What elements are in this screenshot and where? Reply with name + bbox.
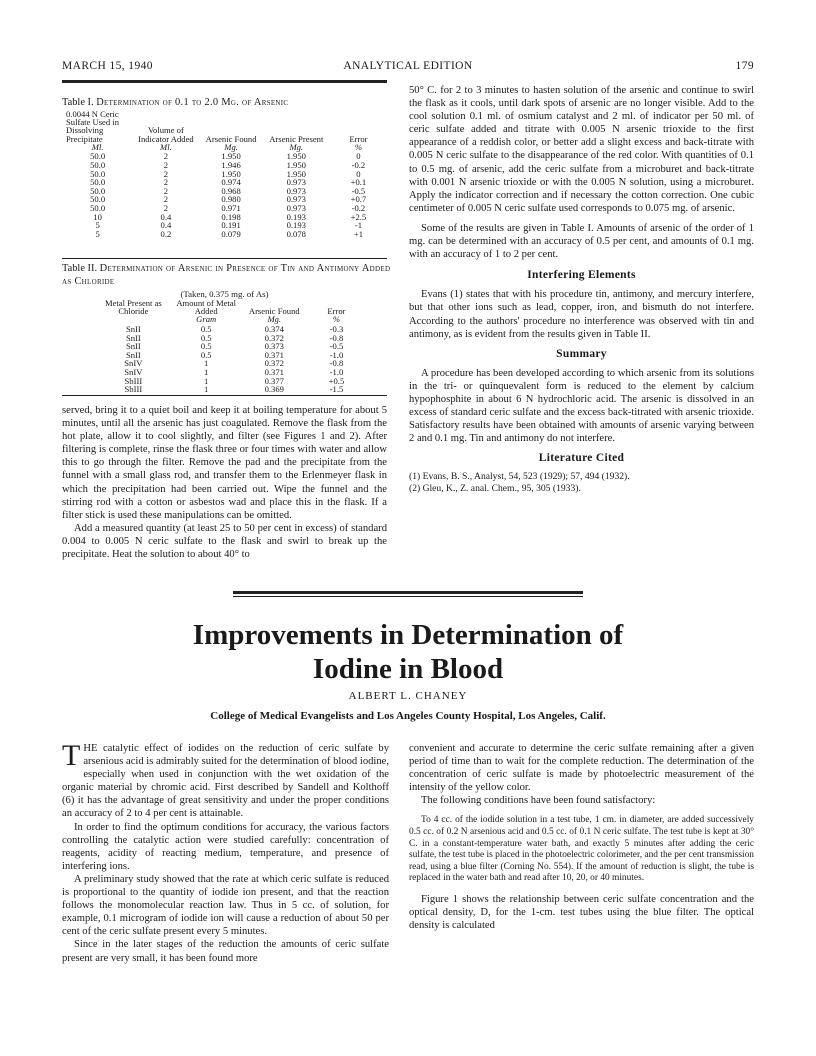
article-title-line: Improvements in Determination of [192, 619, 624, 651]
table-cell: 1.950 [221, 168, 241, 179]
table-cell: 0.373 [264, 341, 284, 352]
table-cell: 0.971 [221, 202, 241, 213]
table-cell: 0.193 [286, 211, 306, 222]
table-cell: 0.198 [221, 211, 241, 222]
table-cell: 50.0 [90, 194, 106, 205]
table-cell: SnII [125, 324, 141, 334]
table-cell: 0 [356, 151, 361, 162]
table-cell: 1 [204, 384, 209, 395]
article-author: ALBERT L. CHANEY [348, 690, 468, 702]
paragraph: Evans (1) states that with his procedure tin, antimony, and mercury interfere, but that other ions such as lead, copper, iron, and bismuth do not interfere. According to the authors' procedure no interference was observed with tin and antimony, as is evident from the results given in Table II. [409, 289, 754, 340]
table2-subcaption: (Taken, 0.375 mg. of As) [180, 289, 269, 299]
table-cell: -1.0 [329, 366, 344, 377]
article-right-column [409, 742, 754, 932]
table-cell: -0.8 [329, 332, 344, 343]
table1 [62, 110, 388, 238]
table-cell: 5 [95, 228, 100, 239]
table-cell: 0.372 [264, 332, 284, 343]
table-cell: 50.0 [90, 185, 106, 196]
table-cell: 2 [163, 202, 169, 213]
table-cell: SbIII [124, 384, 143, 395]
table2-header-amount: Amount of Metal Added [176, 298, 237, 317]
table-cell: 0.980 [221, 194, 241, 205]
table1-header-indicator: Volume of Indicator Added [138, 125, 194, 144]
table-cell: 0.371 [264, 366, 284, 377]
table-cell: 50.0 [90, 168, 106, 179]
table-cell: 1.950 [286, 151, 306, 162]
table-cell: 0.4 [160, 211, 172, 222]
table1-header-error: Error [349, 133, 368, 144]
table-cell: 1.950 [286, 160, 306, 170]
paragraph: served, bring it to a quiet boil and keep it at boiling temperature for about 5 minutes, until all the arsenic has just coagulated. Remove the flask from the hot plate, allow it to cool slightly, and filter (see Figures 1 and 2). After filtering is complete, rinse the flask three or four times with water and allow this to go through the filter. Remove the pad and the precipitate from the funnel with a small glass rod, and transfer them to the Erlenmeyer flask in which the precipitation had been carried out. Wipe the funnel and the stirring rod with a cotton or asbestos wad and place this in the flask. If a filter stick is used these manipulations can be omitted. [62, 405, 387, 521]
table-cell: -0.5 [329, 341, 344, 352]
table2-unit: Gram [196, 314, 217, 325]
table-cell: 2 [163, 168, 169, 179]
table-cell: 2 [163, 194, 169, 205]
drop-cap: T [62, 739, 81, 772]
table-cell: -0.3 [329, 324, 344, 334]
table-cell: 5 [95, 220, 100, 231]
table-cell: SnIV [124, 366, 143, 377]
table-cell: 0.968 [221, 185, 241, 196]
table-cell: 10 [93, 211, 102, 222]
table1-caption-text: Determination of 0.1 to 2.0 Mg. of Arsenic [96, 97, 289, 108]
paragraph: 50° C. for 2 to 3 minutes to hasten solution of the arsenic and continue to swirl the flask as it cools, until dark spots of arsenic are no longer visible. Add to the cool solution 0.1 ml. of osmium catalyst and 2 ml. of indicator per 50 ml. of ceric sulfate added and titrate with 0.005 N arsenic trioxide to the first appearance of a reddish color, or better add a slight excess and back-titrate with 0.005 N ceric sulfate to the disappearance of the red color. With quantities of 0.1 to 0.5 mg. of arsenic, add the ceric sulfate from a microburet and back-titrate with 0.001 N arsenic trioxide or with the 0.005 N solution, using a microburet. Apply the indicator correction and if necessary the cotton correction. One cubic centimeter of 0.005 N ceric sulfate used corresponds to 0.075 mg. of arsenic. [409, 85, 754, 214]
table1-header-present: Arsenic Present [269, 133, 324, 144]
table1-header-ceric: 0.0044 N Ceric Sulfate Used in Dissolving Precipitate [66, 109, 119, 144]
table1-row [62, 230, 388, 239]
table1-unit: % [354, 141, 363, 152]
table-cell: 0.5 [200, 349, 212, 360]
table-cell: 0.078 [286, 228, 306, 239]
article-divider-rule [233, 596, 583, 597]
paragraph-text: HE catalytic effect of iodides on the reduction of ceric sulfate by arsenious acid is admirably suited for the determination of blood iodine, especially when used in conjunction with the wet oxidation of the organic material by chromic acid. First described by Sandell and Kolthoff (6) it has the advantage of great sensitivity and under the proper conditions an accuracy of 2 to 4 per cent is attainable. [62, 743, 390, 820]
paragraph: Add a measured quantity (at least 25 to 50 per cent in excess) of standard 0.004 to 0.005 N ceric sulfate to the flask and swirl to break up the precipitate. Heat the solution to about 40° to [62, 522, 387, 561]
paragraph: A procedure has been developed according to which arsenic from its solutions in the tri- or quinquevalent form is reduced to the element by calcium hypophosphite in about 6 N hydrochloric acid. The arsenic is dissolved in an excess of standard ceric sulfate and the excess back-titrated with arsenic trioxide. Satisfactory results have been obtained with amounts of arsenic varying between 2 and 0.1 mg. Tin and antimony do not interfere. [409, 367, 754, 445]
table1-unit: Ml. [160, 141, 172, 152]
paragraph: Some of the results are given in Table I. Amounts of arsenic of the order of 1 mg. can be determined with an accuracy of 0.5 per cent, and amounts of 0.1 mg. with an accuracy of 1 to 2 per cent. [409, 222, 754, 261]
table-cell: +0.5 [328, 375, 345, 386]
paragraph: Since in the later stages of the reduction the amounts of ceric sulfate present are very small, it has been found more [62, 939, 389, 964]
table-cell: 0.973 [286, 177, 306, 188]
table2-caption-prefix: Table II. [62, 263, 98, 274]
table-cell: 0.371 [264, 349, 284, 360]
table2-unit: Mg. [267, 314, 282, 325]
table2-bottom-rule [62, 395, 387, 396]
table-cell: 0.191 [221, 220, 241, 231]
table-cell: 0.973 [286, 194, 306, 205]
running-header-date: MARCH 15, 1940 [62, 60, 153, 72]
table-cell: 1.950 [286, 168, 306, 179]
table-cell: -0.5 [351, 185, 366, 196]
table2-row [96, 385, 366, 394]
section-heading-interfering: Interfering Elements [527, 269, 636, 282]
table1-unit: Ml. [91, 141, 104, 152]
table-cell: 50.0 [90, 160, 106, 170]
table-cell: +2.5 [350, 211, 367, 222]
article-title-line: Iodine in Blood [312, 653, 504, 685]
table-cell: 0.079 [221, 228, 241, 239]
table2-header-metal: Metal Present as Chloride [104, 298, 162, 317]
table-cell: SnII [125, 332, 141, 343]
table-cell: 0.193 [286, 220, 306, 231]
table-cell: 0.372 [264, 358, 284, 369]
article-left-column [62, 739, 390, 965]
paragraph: A preliminary study showed that the rate at which ceric sulfate is reduced is proportional to the quantity of iodide ion present, and that the reaction follows the monomolecular reaction law. Thus in 5 cc. of solution, for example, 0.1 microgram of iodide ion will cause a reduction of about 50 per cent of the ceric sulfate present every 5 minutes. [62, 873, 389, 938]
table-cell: -0.8 [329, 358, 344, 369]
paragraph: In order to find the optimum conditions for accuracy, the various factors controlling the catalytic action were studied carefully: concentration of reagents, acidity of reacting medium, temperature, and presence of interfering ions. [62, 821, 389, 872]
table-cell: +0.7 [350, 194, 367, 205]
table2-unit: % [332, 314, 341, 325]
table-cell: -1.0 [329, 349, 344, 360]
table-cell: 0.4 [160, 220, 172, 231]
table-cell: -1.5 [329, 384, 344, 395]
running-header-page: 179 [735, 60, 754, 72]
paragraph-procedure: To 4 cc. of the iodide solution in a test tube, 1 cm. in diameter, are added successively 0.5 cc. of 0.2 N arsenious acid and 0.5 cc. of 0.1 N ceric sulfate. The test tube is kept at 30° C. in a constant-temperature water bath, and exactly 5 minutes after adding the ceric sulfate, the test tube is placed in the photoelectric colorimeter, and the per cent transmission read, using a blue filter (Corning No. 554). If the amount of reduction is slight, the tube is replaced in the water bath and read after 10, 20, or 40 minutes. [409, 815, 754, 884]
right-column-text [409, 84, 754, 495]
table-cell: 2 [163, 177, 169, 188]
running-header-journal: ANALYTICAL EDITION [343, 60, 473, 72]
table1-caption [62, 96, 392, 109]
table-cell: 0.5 [200, 341, 212, 352]
table-cell: 1.950 [221, 151, 241, 162]
table-cell: -0.2 [351, 202, 366, 213]
left-column-text [62, 404, 387, 561]
table-cell: 0.5 [200, 332, 212, 343]
article-divider-rule [233, 591, 583, 594]
table2-header-found: Arsenic Found [248, 306, 300, 317]
table-cell: 2 [163, 160, 169, 170]
table-cell: 0.973 [286, 202, 306, 213]
table-cell: 0 [356, 168, 361, 179]
table-cell: +1 [353, 228, 364, 239]
article-affiliation: College of Medical Evangelists and Los Angeles County Hospital, Los Angeles, Calif. [210, 710, 606, 722]
paragraph: convenient and accurate to determine the ceric sulfate remaining after a given period of time than to wait for the complete reduction. The determination of the concentration of ceric sulfate is made by photoelectric measurement of the intensity of the yellow color. [409, 743, 754, 794]
section-heading-literature: Literature Cited [538, 452, 625, 465]
table-cell: 50.0 [90, 202, 106, 213]
table-cell: 0.374 [264, 324, 284, 334]
table-cell: 2 [163, 151, 169, 162]
table1-bottom-rule [62, 258, 387, 259]
table-cell: 0.377 [264, 375, 284, 386]
table1-caption-prefix: Table I. [62, 97, 94, 108]
table-cell: 0.974 [221, 177, 241, 188]
table-cell: 1 [204, 358, 209, 369]
table-cell: 1 [204, 375, 209, 386]
table1-unit: Mg. [224, 141, 238, 152]
reference-item: (2) Gleu, K., Z. anal. Chem., 95, 305 (1933). [409, 483, 581, 495]
table-cell: SnIV [124, 358, 143, 369]
paragraph: Figure 1 shows the relationship between ceric sulfate concentration and the optical density, D, for the 1-cm. test tubes using the blue filter. The optical density is calculated [409, 894, 754, 932]
section-heading-summary: Summary [556, 347, 607, 360]
table-cell: 1 [204, 366, 209, 377]
table-cell: -1 [354, 220, 363, 231]
table-cell: 0.973 [286, 185, 306, 196]
table2 [96, 299, 366, 394]
table2-caption [62, 262, 392, 288]
table1-unit: Mg. [289, 141, 304, 152]
paragraph: The following conditions have been found satisfactory: [421, 795, 656, 807]
table1-header-found: Arsenic Found [205, 133, 257, 144]
table-cell: 50.0 [90, 177, 106, 188]
reference-item: (1) Evans, B. S., Analyst, 54, 523 (1929); 57, 494 (1932). [409, 471, 630, 483]
references [409, 471, 754, 495]
table-cell: -0.2 [351, 160, 366, 170]
table-cell: 0.2 [160, 228, 172, 239]
table1-top-rule [62, 80, 387, 83]
table-cell: +0.1 [350, 177, 367, 188]
table-cell: SnII [125, 341, 141, 352]
table-cell: 0.369 [264, 384, 284, 395]
table-cell: 50.0 [90, 151, 106, 162]
table-cell: 0.5 [200, 324, 212, 334]
table-cell: 1.946 [221, 160, 241, 170]
paragraph [62, 739, 390, 821]
table2-caption-text: Determination of Arsenic in Presence of Tin and Antimony Added as Chloride [62, 263, 391, 287]
table-cell: SnII [125, 349, 141, 360]
table-cell: SbIII [124, 375, 143, 386]
table2-header-error: Error [327, 306, 346, 317]
article-title [0, 618, 816, 686]
table-cell: 2 [163, 185, 169, 196]
